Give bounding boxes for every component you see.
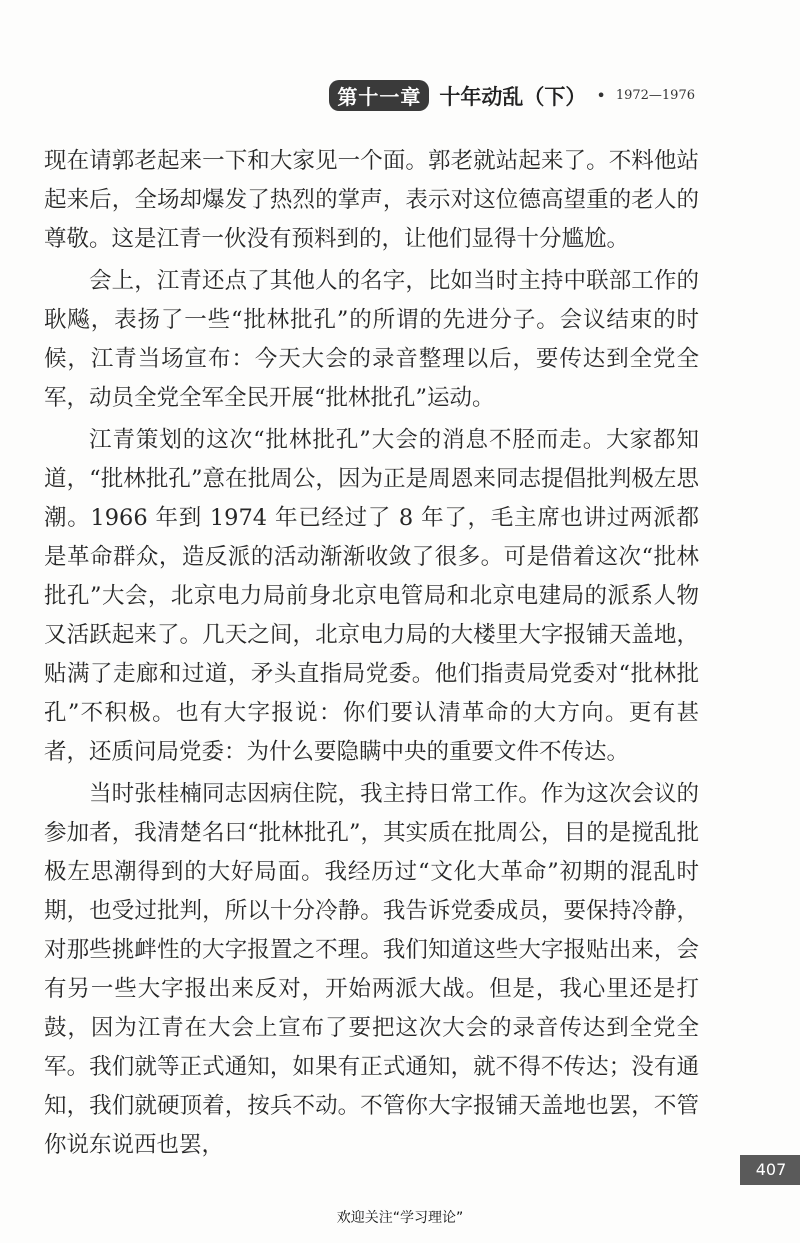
running-header bbox=[329, 80, 695, 111]
paragraph: 会上，江青还点了其他人的名字，比如当时主持中联部工作的耿飚，表扬了一些“批林批孔”的所谓的先进分子。会议结束的时候，江青当场宣布：今天大会的录音整理以后，要传达到全党全军，动员全党全军全民开展“批林批孔”运动。 bbox=[44, 268, 699, 411]
body-text bbox=[44, 142, 699, 1168]
paragraph: 现在请郭老起来一下和大家见一个面。郭老就站起来了。不料他站起来后，全场却爆发了热烈的掌声，表示对这位德高望重的老人的尊敬。这是江青一伙没有预料到的，让他们显得十分尴尬。 bbox=[44, 148, 699, 252]
chapter-title: 十年动乱（下） bbox=[439, 84, 587, 109]
footer-caption: 欢迎关注“学习理论” bbox=[336, 1210, 464, 1226]
header-separator: • bbox=[596, 86, 606, 105]
page-number: 407 bbox=[742, 1155, 800, 1185]
paragraph: 当时张桂楠同志因病住院，我主持日常工作。作为这次会议的参加者，我清楚名曰“批林批孔”，其实质在批周公，目的是搅乱批极左思潮得到的大好局面。我经历过“文化大革命”初期的混乱时期，也受过批判，所以十分冷静。我告诉党委成员，要保持冷静，对那些挑衅性的大字报置之不理。我们知道这些大字报贴出来，会有另一些大字报出来反对，开始两派大战。但是，我心里还是打鼓，因为江青在大会上宣布了要把这次大会的录音传达到全党全军。我们就等正式通知，如果有正式通知，就不得不传达；没有通知，我们就硬顶着，按兵不动。不管你大字报铺天盖地也罢，不管你说东说西也罢， bbox=[44, 781, 699, 1158]
chapter-years: 1972—1976 bbox=[615, 88, 695, 103]
chapter-label: 第十一章 bbox=[329, 80, 429, 111]
paragraph: 江青策划的这次“批林批孔”大会的消息不胫而走。大家都知道，“批林批孔”意在批周公，因为正是周恩来同志提倡批判极左思潮。1966 年到 1974 年已经过了 8 年了，毛主席也讲过两派都是革命群众，造反派的活动渐渐收敛了很多。可是借着这次“批林批孔”大会，北京电力局前身北京电管局和北京电建局的派系人物又活跃起来了。几天之间，北京电力局的大楼里大字报铺天盖地，贴满了走廊和过道，矛头直指局党委。他们指责局党委对“批林批孔”不积极。也有大字报说：你们要认清革命的大方向。更有甚者，还质问局党委：为什么要隐瞒中央的重要文件不传达。 bbox=[44, 427, 699, 765]
